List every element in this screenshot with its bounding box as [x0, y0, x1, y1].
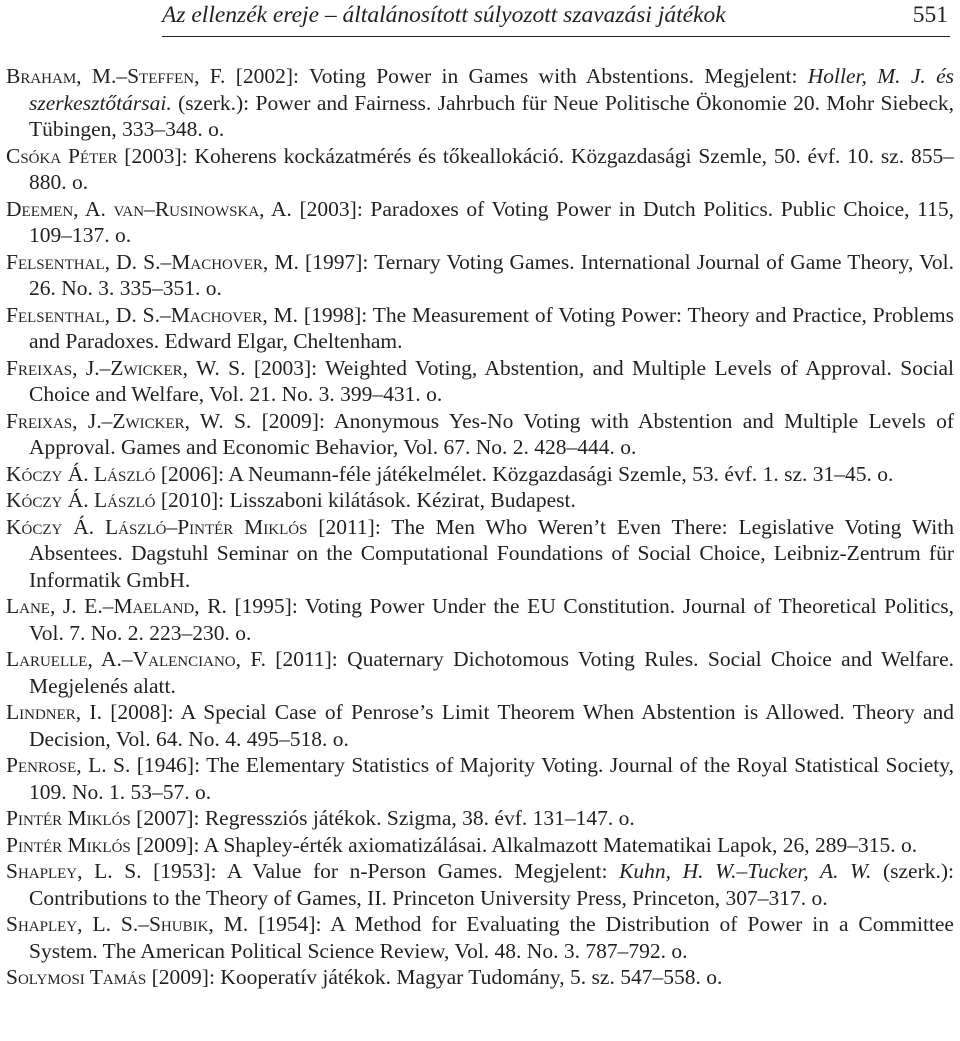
reference-details: [1946]: The Elementary Statistics of Majority Voting. Journal of the Royal Statistical Society, 109. No. 1. 53–57. o. [29, 753, 954, 804]
reference-authors: Csóka Péter [6, 143, 118, 168]
reference-details: [2009]: Anonymous Yes-No Voting with Abstention and Multiple Levels of Approval. Games and Economic Behavior, Vol. 67. No. 2. 428–444. o. [29, 408, 954, 459]
reference-authors: Shapley, L. S. [6, 859, 142, 883]
reference-authors: Solymosi Tamás [6, 965, 147, 989]
reference-details: [2010]: Lisszaboni kilátások. Kézirat, Budapest. [155, 488, 576, 512]
reference-details: [2003]: Koherens kockázatmérés és tőkeallokáció. Közgazdasági Szemle, 50. évf. 10. sz. 855–880. o. [29, 143, 954, 194]
reference-details: [2003]: Weighted Voting, Abstention, and Multiple Levels of Approval. Social Choice and Welfare, Vol. 21. No. 3. 399–431. o. [29, 355, 954, 406]
reference-details: [1954]: A Method for Evaluating the Distribution of Power in a Committee System. The American Political Science Review, Vol. 48. No. 3. 787–792. o. [29, 912, 954, 963]
reference-entry [6, 832, 954, 859]
reference-authors: Lane, J. E.–Maeland, R. [6, 594, 227, 618]
reference-entry [6, 355, 954, 408]
reference-authors: Freixas, J.–Zwicker, W. S. [6, 355, 246, 380]
reference-entry [6, 461, 954, 488]
reference-authors: Kóczy Á. László [6, 461, 156, 486]
reference-authors: Kóczy Á. László [6, 488, 156, 512]
reference-authors: Laruelle, A.–Valenciano, F. [6, 647, 266, 671]
reference-entry [6, 911, 954, 964]
reference-editors: Holler, M. J. és szerkesztőtársai. [29, 64, 954, 115]
reference-authors: Pintér Miklós [6, 806, 131, 830]
reference-entry [6, 196, 954, 249]
reference-entry [6, 143, 954, 196]
reference-entry [6, 302, 954, 355]
reference-entry [6, 805, 954, 832]
reference-authors: Penrose, L. S. [6, 753, 131, 777]
reference-details-tail: (szerk.): Power and Fairness. Jahrbuch für Neue Politische Ökonomie 20. Mohr Siebeck, Tübingen, 333–348. o. [29, 90, 954, 141]
running-title: Az ellenzék ereje – általánosított súlyozott szavazási játékok [162, 2, 726, 28]
reference-authors: Braham, M.–Steffen, F. [6, 64, 226, 88]
reference-authors: Felsenthal, D. S.–Machover, M. [6, 302, 299, 327]
reference-entry [6, 752, 954, 805]
reference-entry [6, 514, 954, 594]
reference-entry [6, 964, 954, 991]
reference-details: [1995]: Voting Power Under the EU Constitution. Journal of Theoretical Politics, Vol. 7. No. 2. 223–230. o. [29, 594, 955, 645]
reference-details: [2007]: Regressziós játékok. Szigma, 38. évf. 131–147. o. [130, 806, 635, 830]
reference-details: [2008]: A Special Case of Penrose’s Limit Theorem When Abstention is Allowed. Theory and Decision, Vol. 64. No. 4. 495–518. o. [29, 700, 955, 751]
reference-details: [2002]: Voting Power in Games with Abstentions. Megjelent: [225, 64, 808, 88]
reference-authors: Pintér Miklós [6, 832, 131, 857]
reference-details: [2009]: A Shapley-érték axiomatizálásai. Alkalmazott Matematikai Lapok, 26, 289–315. o. [130, 832, 918, 857]
reference-details-tail: (szerk.): Contributions to the Theory of Games, II. Princeton University Press, Princeton, 307–317. o. [29, 859, 955, 910]
reference-details: [2011]: The Men Who Weren’t Even There: Legislative Voting With Absentees. Dagstuhl Seminar on the Computational Foundations of Social Choice, Leibniz-Zentrum für Informatik GmbH. [29, 514, 955, 592]
reference-editors: Kuhn, H. W.–Tucker, A. W. [619, 859, 872, 883]
reference-authors: Kóczy Á. László–Pintér Miklós [6, 514, 308, 539]
reference-details: [2003]: Paradoxes of Voting Power in Dutch Politics. Public Choice, 115, 109–137. o. [29, 196, 954, 247]
reference-authors: Felsenthal, D. S.–Machover, M. [6, 249, 299, 274]
reference-authors: Lindner, I. [6, 700, 102, 724]
reference-authors: Deemen, A. van–Rusinowska, A. [6, 196, 292, 221]
reference-details: [1953]: A Value for n-Person Games. Megjelent: [141, 859, 620, 883]
reference-details: [2006]: A Neumann-féle játékelmélet. Közgazdasági Szemle, 53. évf. 1. sz. 31–45. o. [155, 461, 894, 486]
reference-list [6, 63, 954, 991]
reference-entry [6, 408, 954, 461]
reference-entry [6, 63, 954, 143]
reference-details: [1998]: The Measurement of Voting Power: Theory and Practice, Problems and Paradoxes. Edward Elgar, Cheltenham. [29, 302, 955, 353]
reference-entry [6, 593, 954, 646]
reference-details: [2009]: Kooperatív játékok. Magyar Tudomány, 5. sz. 547–558. o. [146, 965, 723, 989]
running-header [162, 0, 950, 37]
reference-authors: Freixas, J.–Zwicker, W. S. [6, 408, 252, 433]
reference-details: [2011]: Quaternary Dichotomous Voting Rules. Social Choice and Welfare. Megjelenés alatt. [29, 647, 955, 698]
page-number: 551 [912, 2, 948, 28]
reference-entry [6, 487, 954, 514]
reference-entry [6, 858, 954, 911]
reference-entry [6, 699, 954, 752]
reference-entry [6, 646, 954, 699]
reference-details: [1997]: Ternary Voting Games. International Journal of Game Theory, Vol. 26. No. 3. 335–351. o. [29, 249, 954, 300]
reference-entry [6, 249, 954, 302]
reference-authors: Shapley, L. S.–Shubik, M. [6, 912, 249, 936]
